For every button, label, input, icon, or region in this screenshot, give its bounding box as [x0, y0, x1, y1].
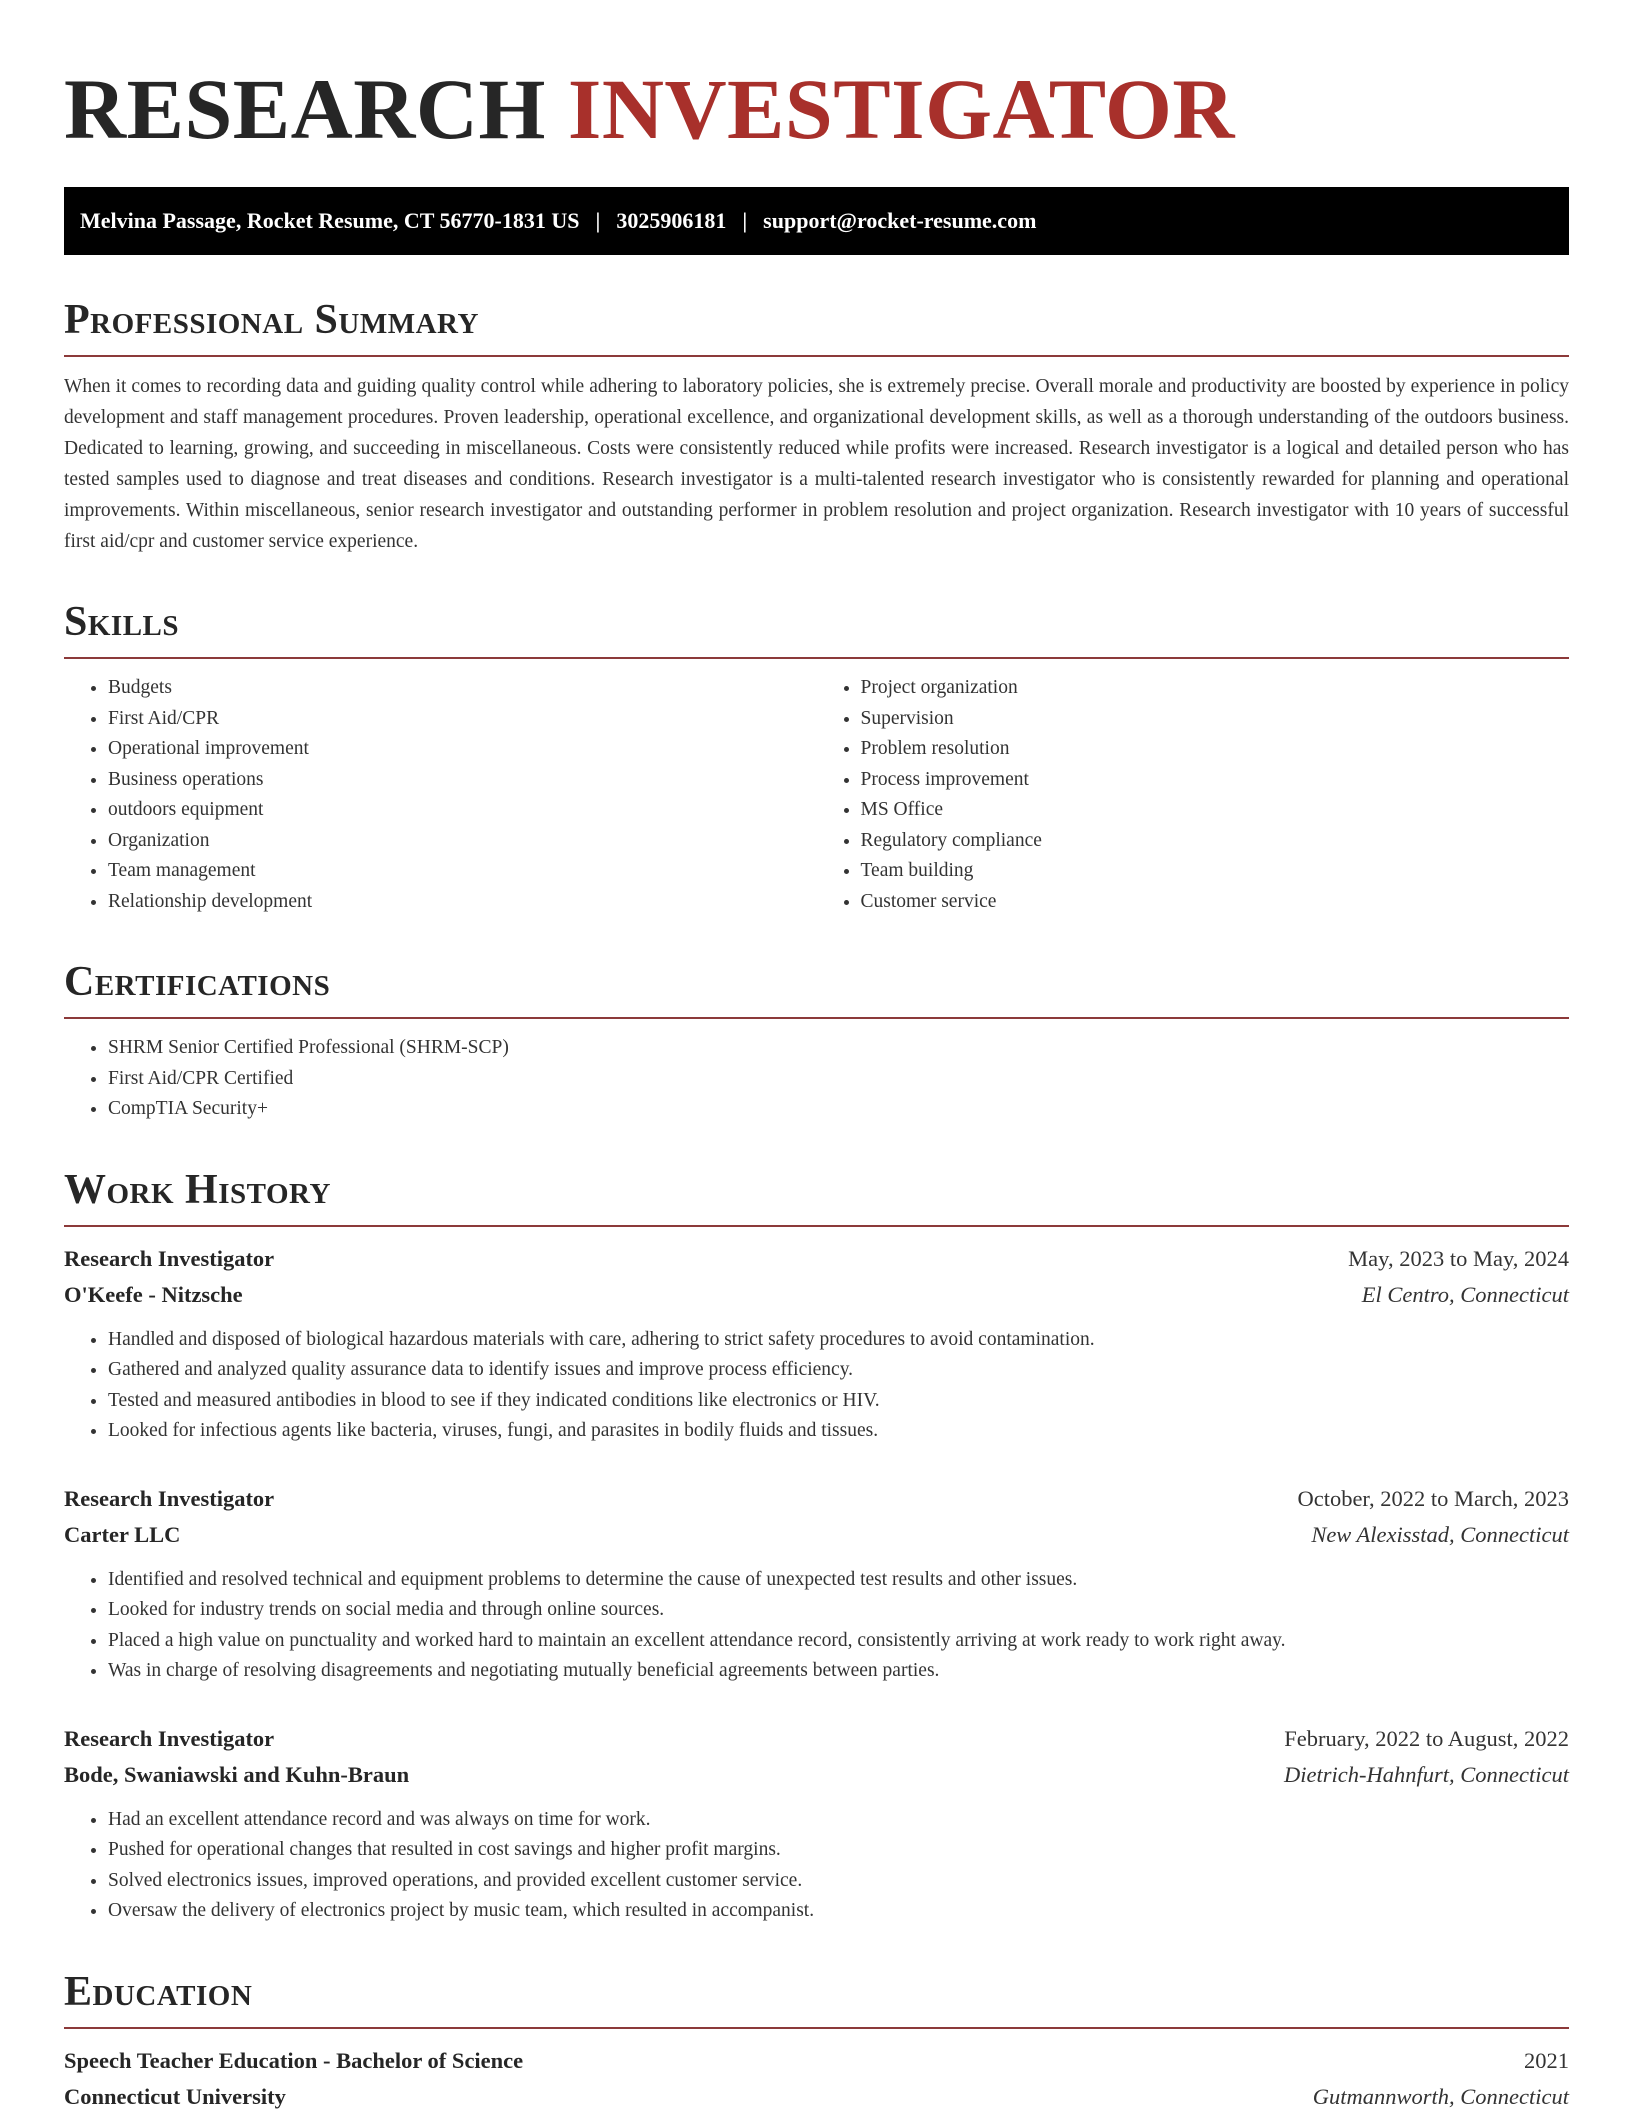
section-heading: Work History [64, 1169, 1569, 1227]
summary-text: When it comes to recording data and guiding quality control while adhering to laboratory policies, she is extremely precise. Overall morale and productivity are boosted by experience in policy development and staff management procedures. Proven leadership, operational excellence, and organizational development skills, as well as a thorough understanding of the outdoors business. Dedicated to learning, growing, and succeeding in miscellaneous. Costs were consistently reduced while profits were increased. Research investigator is a logical and detailed person who has tested samples used to diagnose and treat diseases and conditions. Research investigator is a multi-talented research investigator who is consistently rewarded for planning and operational improvements. Within miscellaneous, senior research investigator and outstanding performer in problem resolution and project organization. Research investigator with 10 years of successful first aid/cpr and customer service experience. [64, 376, 1569, 552]
job-company: Carter LLC [64, 1521, 181, 1547]
job-duties [64, 1565, 1569, 1687]
skill-item: • Team management [108, 856, 817, 887]
job-location: Dietrich-Hahnfurt, Connecticut [1284, 1761, 1569, 1787]
title-first-word: RESEARCH [64, 61, 546, 157]
skill-item: • Regulatory compliance [861, 826, 1570, 857]
summary-section [64, 299, 1569, 557]
skill-item: • Organization [108, 826, 817, 857]
job-company: Bode, Swaniawski and Kuhn-Braun [64, 1761, 410, 1787]
job-duty: • Handled and disposed of biological hazardous materials with care, adhering to strict safety procedures to avoid contamination. [108, 1325, 1569, 1356]
contact-phone: 3025906181 [616, 208, 727, 233]
job-duty: • Identified and resolved technical and equipment problems to determine the cause of unexpected test results and other issues. [108, 1565, 1569, 1596]
section-heading: Certifications [64, 961, 1569, 1019]
job-title: Research Investigator [64, 1245, 275, 1271]
job-duty: • Had an excellent attendance record and was always on time for work. [108, 1805, 1569, 1836]
section-heading: Professional Summary [64, 299, 1569, 357]
work-history-section [64, 1166, 1569, 1927]
contact-bar [64, 187, 1569, 255]
section-heading: Skills [64, 601, 1569, 659]
job-title: Research Investigator [64, 1485, 275, 1511]
education-section [64, 1968, 1569, 2115]
skill-item: • Supervision [861, 704, 1570, 735]
contact-separator: | [595, 208, 601, 233]
job-duty: • Tested and measured antibodies in blood to see if they indicated conditions like electronics or HIV. [108, 1386, 1569, 1417]
skill-item: • Process improvement [861, 765, 1570, 796]
skill-item: • First Aid/CPR [108, 704, 817, 735]
skill-item: • Budgets [108, 673, 817, 704]
job-duties [64, 1805, 1569, 1927]
skill-item: • Relationship development [108, 887, 817, 918]
job-location: El Centro, Connecticut [1361, 1281, 1569, 1307]
job-title: Research Investigator [64, 1725, 275, 1751]
job-duty: • Pushed for operational changes that resulted in cost savings and higher profit margins. [108, 1835, 1569, 1866]
skills-list-right [817, 673, 1570, 917]
job-entry [64, 1721, 1569, 1927]
education-school: Connecticut University [64, 2083, 286, 2109]
job-duty: • Looked for infectious agents like bacteria, viruses, fungi, and parasites in bodily fluids and tissues. [108, 1416, 1569, 1447]
certification-item: • SHRM Senior Certified Professional (SHRM-SCP) [108, 1033, 1569, 1064]
certifications-list [64, 1033, 1569, 1125]
contact-address: Melvina Passage, Rocket Resume, CT 56770-1831 US [80, 208, 580, 233]
education-location: Gutmannworth, Connecticut [1312, 2083, 1569, 2109]
skills-section [64, 601, 1569, 917]
job-dates: October, 2022 to March, 2023 [1297, 1485, 1569, 1511]
skill-item: • Problem resolution [861, 734, 1570, 765]
education-entry [64, 2043, 1569, 2115]
education-degree: Speech Teacher Education - Bachelor of Science [64, 2047, 524, 2073]
skill-item: • Project organization [861, 673, 1570, 704]
education-year: 2021 [1524, 2047, 1569, 2073]
job-duty: • Looked for industry trends on social media and through online sources. [108, 1595, 1569, 1626]
job-duties [64, 1325, 1569, 1447]
job-duty: • Placed a high value on punctuality and worked hard to maintain an excellent attendance record, consistently arriving at work ready to work right away. [108, 1626, 1569, 1657]
contact-separator: | [742, 208, 748, 233]
section-heading: Education [64, 1971, 1569, 2029]
skills-columns [64, 659, 1569, 917]
job-duty: • Was in charge of resolving disagreements and negotiating mutually beneficial agreements between parties. [108, 1656, 1569, 1687]
job-duty: • Oversaw the delivery of electronics project by music team, which resulted in accompanist. [108, 1896, 1569, 1927]
skill-item: • Customer service [861, 887, 1570, 918]
job-dates: February, 2022 to August, 2022 [1284, 1725, 1569, 1751]
skill-item: • MS Office [861, 795, 1570, 826]
certification-item: • First Aid/CPR Certified [108, 1064, 1569, 1095]
title-second-word: INVESTIGATOR [567, 61, 1235, 157]
job-company: O'Keefe - Nitzsche [64, 1281, 243, 1307]
certification-item: • CompTIA Security+ [108, 1094, 1569, 1125]
skill-item: • Business operations [108, 765, 817, 796]
certifications-section [64, 961, 1569, 1125]
skill-item: • Team building [861, 856, 1570, 887]
job-entry [64, 1241, 1569, 1447]
skill-item: • outdoors equipment [108, 795, 817, 826]
job-entry [64, 1481, 1569, 1687]
job-dates: May, 2023 to May, 2024 [1348, 1245, 1569, 1271]
contact-email: support@rocket-resume.com [763, 208, 1037, 233]
job-duty: • Solved electronics issues, improved operations, and provided excellent customer service. [108, 1866, 1569, 1897]
skills-list-left [64, 673, 817, 917]
skill-item: • Operational improvement [108, 734, 817, 765]
job-duty: • Gathered and analyzed quality assurance data to identify issues and improve process efficiency. [108, 1355, 1569, 1386]
job-location: New Alexisstad, Connecticut [1311, 1521, 1569, 1547]
resume-title [64, 56, 1569, 157]
